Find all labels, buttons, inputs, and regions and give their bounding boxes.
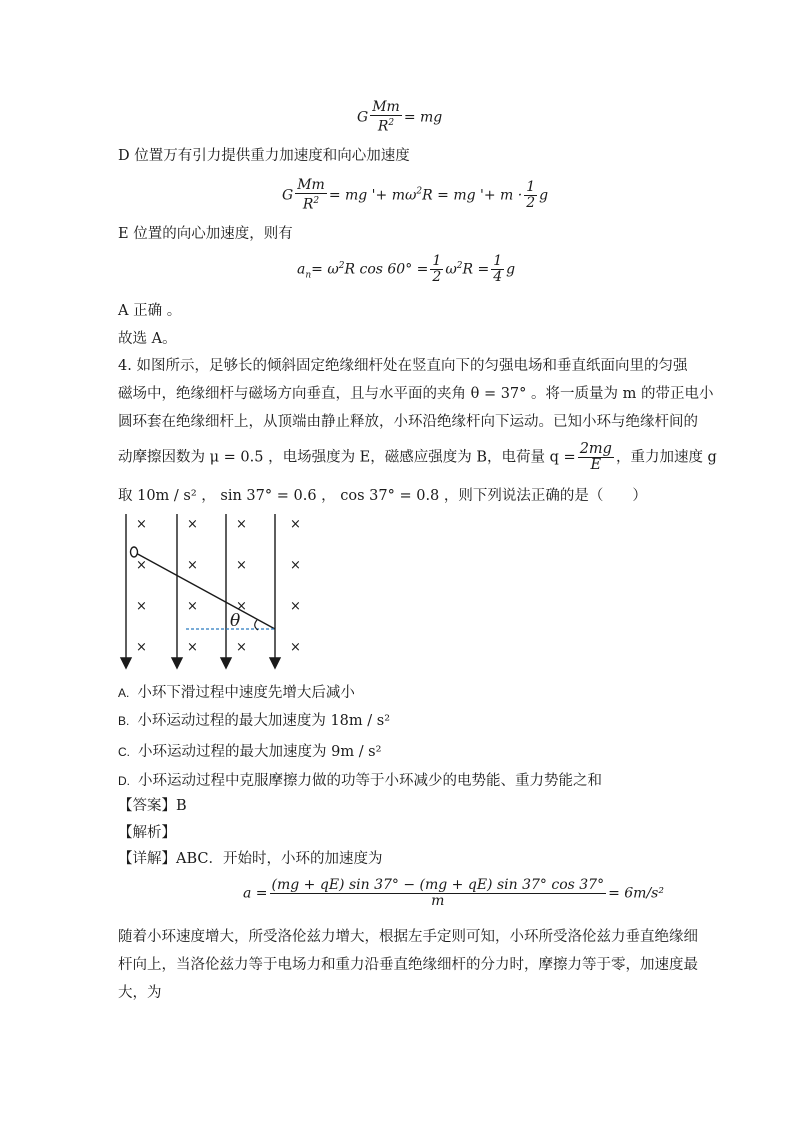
charge-fraction: $\frac{2mg}{E}$ bbox=[579, 441, 612, 473]
cross-mark: × bbox=[136, 599, 147, 614]
cross-mark: × bbox=[187, 599, 198, 614]
paragraph-line-3: 大，为 bbox=[118, 985, 162, 1001]
cross-mark: × bbox=[290, 558, 301, 573]
text-a-correct: A 正确 。 bbox=[118, 303, 182, 319]
equation-acceleration: a = $\frac{(mg + qE) \sin 37^\circ - (mg + qE) \sin 37^\circ \cos 37^\circ}{m}$ = 6m/s² bbox=[243, 877, 664, 909]
insulating-rod bbox=[134, 552, 275, 629]
cross-mark: × bbox=[236, 599, 247, 614]
arrow-down-icon bbox=[121, 658, 131, 668]
question-4-line-2: 磁场中，绝缘细杆与磁场方向垂直，且与水平面的夹角 θ = 37° 。将一质量为 m 的带正电小 bbox=[118, 386, 714, 402]
cross-mark: × bbox=[136, 558, 147, 573]
text-position-d: D 位置万有引力提供重力加速度和向心加速度 bbox=[118, 148, 410, 164]
option-b: B. 小环运动过程的最大加速度为 18m / s² bbox=[118, 713, 391, 729]
text-position-e: E 位置的向心加速度，则有 bbox=[118, 226, 293, 242]
cross-mark: × bbox=[136, 517, 147, 532]
arrow-down-icon bbox=[172, 658, 182, 668]
equation-centripetal: $a_n= \omega^2R$ cos 60° = $\frac{1}{2}$ $\omega^2R$ = $\frac{1}{4}$ g bbox=[297, 253, 516, 285]
cross-mark: × bbox=[236, 558, 247, 573]
arrow-down-icon bbox=[270, 658, 280, 668]
detail-label: 【详解】ABC．开始时，小环的加速度为 bbox=[118, 851, 383, 867]
cross-mark: × bbox=[187, 640, 198, 655]
cross-mark: × bbox=[290, 640, 301, 655]
paragraph-line-1: 随着小环速度增大，所受洛伦兹力增大，根据左手定则可知，小环所受洛伦兹力垂直绝缘细 bbox=[118, 929, 698, 945]
option-a: A. 小环下滑过程中速度先增大后减小 bbox=[118, 685, 355, 701]
theta-label: θ bbox=[230, 611, 241, 631]
question-4-line-3: 圆环套在绝缘细杆上，从顶端由静止释放，小环沿绝缘杆向下运动。已知小环与绝缘杆间的 bbox=[118, 414, 698, 430]
option-c: C. 小环运动过程的最大加速度为 9m / s² bbox=[118, 744, 382, 760]
ring bbox=[131, 547, 138, 557]
cross-mark: × bbox=[136, 640, 147, 655]
answer-label: 【答案】B bbox=[118, 798, 187, 814]
cross-mark: × bbox=[236, 640, 247, 655]
cross-mark: × bbox=[290, 599, 301, 614]
cross-mark: × bbox=[187, 558, 198, 573]
equation-gravity: G $\frac{Mm}{R^2}$ = mg bbox=[357, 99, 443, 135]
equation-position-d: G $\frac{Mm}{R^2}$ = mg '+ $m\omega^2R$ = mg '+ m · $\frac{1}{2}$ g bbox=[282, 177, 549, 213]
cross-mark: × bbox=[187, 517, 198, 532]
option-d: D. 小环运动过程中克服摩擦力做的功等于小环减少的电势能、重力势能之和 bbox=[118, 773, 602, 789]
text-choose-a: 故选 A。 bbox=[118, 331, 177, 347]
field-diagram bbox=[118, 512, 318, 672]
analysis-label: 【解析】 bbox=[118, 825, 176, 841]
question-4-line-1: 4. 如图所示，足够长的倾斜固定绝缘细杆处在竖直向下的匀强电场和垂直纸面向里的匀强 bbox=[118, 358, 688, 374]
cross-mark: × bbox=[236, 517, 247, 532]
question-4-line-5: 取 10m / s² ， sin 37° = 0.6 ， cos 37° = 0.8 ，则下列说法正确的是（ ） bbox=[118, 488, 647, 504]
paragraph-line-2: 杆向上，当洛伦兹力等于电场力和重力沿垂直绝缘细杆的分力时，摩擦力等于零，加速度最 bbox=[118, 957, 698, 973]
question-4-line-4: 动摩擦因数为 μ = 0.5 ，电场强度为 E，磁感应强度为 B，电荷量 q = $\frac{2mg}{E}$ ，重力加速度 g bbox=[118, 441, 717, 473]
arrow-down-icon bbox=[221, 658, 231, 668]
cross-mark: × bbox=[290, 517, 301, 532]
